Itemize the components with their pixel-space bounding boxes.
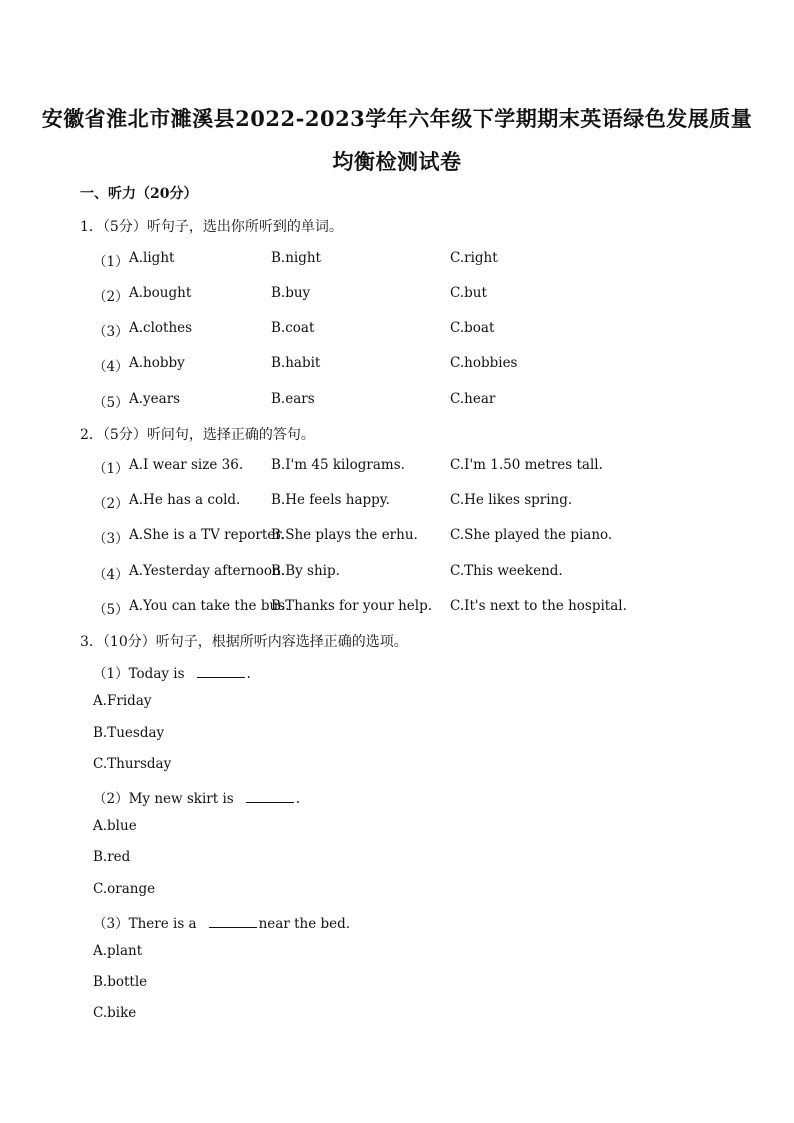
prompt-text: （2）My new skirt is [93,791,234,807]
row-number: （3） [93,531,129,547]
option-b: B.night [271,250,321,266]
question-3-stem: 3．（10分）听句子，根据所听内容选择正确的选项。 [80,634,408,650]
option-a: A.clothes [129,320,193,336]
row-number: （2） [93,289,129,305]
option-c: C.I'm 1.50 metres tall. [450,457,603,473]
option-c: C.but [450,285,487,301]
option-a: A.bought [129,285,192,301]
prompt-text: （1）Today is [93,666,185,682]
option-a: A.light [129,250,175,266]
q3-item-2-option-b: B.red [93,849,131,865]
option-b: B.By ship. [271,563,340,579]
row-number: （5） [93,395,129,411]
q3-item-3-option-c: C.bike [93,1005,137,1021]
row-number: （1） [93,461,129,477]
option-a: A.You can take the bus. [129,598,290,614]
q3-item-2-option-c: C.orange [93,881,156,897]
q3-item-3-option-a: A.plant [93,943,143,959]
option-c: C.She played the piano. [450,527,613,543]
option-b: B.buy [271,285,311,301]
option-a: A.years [129,391,181,407]
option-c: C.He likes spring. [450,492,573,508]
prompt-tail: near the bed. [258,916,351,932]
option-c: C.hobbies [450,355,518,371]
option-b: B.coat [271,320,315,336]
exam-title-line1: 安徽省淮北市濉溪县2022-2023学年六年级下学期期末英语绿色发展质量 [41,106,753,131]
option-b: B.She plays the erhu. [271,527,418,543]
option-c: C.right [450,250,498,266]
row-number: （2） [93,496,129,512]
question-2-stem: 2．（5分）听问句，选择正确的答句。 [80,427,315,443]
prompt-tail: . [246,666,251,682]
row-number: （4） [93,567,129,583]
q3-item-2-option-a: A.blue [93,818,137,834]
row-number: （3） [93,324,129,340]
option-c: C.This weekend. [450,563,563,579]
answer-blank [246,790,294,803]
q3-item-1-prompt [93,662,251,682]
option-c: C.It's next to the hospital. [450,598,627,614]
option-c: C.boat [450,320,495,336]
option-c: C.hear [450,391,496,407]
option-a: A.She is a TV reporter. [129,527,285,543]
row-number: （1） [93,254,129,270]
section-heading-listening: 一、听力（20分） [80,186,198,202]
option-b: B.I'm 45 kilograms. [271,457,405,473]
q3-item-1-option-a: A.Friday [93,693,152,709]
row-number: （5） [93,602,129,618]
answer-blank [209,915,257,928]
q3-item-1-option-b: B.Tuesday [93,725,165,741]
prompt-tail: . [295,791,300,807]
row-number: （4） [93,359,129,375]
question-1-stem: 1．（5分）听句子，选出你所听到的单词。 [80,219,343,235]
option-a: A.hobby [129,355,185,371]
option-a: A.I wear size 36. [129,457,244,473]
option-a: A.He has a cold. [129,492,241,508]
exam-title-line2: 均衡检测试卷 [332,149,462,174]
option-b: B.Thanks for your help. [271,598,433,614]
option-b: B.ears [271,391,315,407]
prompt-text: （3）There is a [93,916,197,932]
option-b: B.He feels happy. [271,492,390,508]
answer-blank [197,665,245,678]
q3-item-2-prompt [93,787,300,807]
q3-item-3-prompt [93,912,350,932]
q3-item-3-option-b: B.bottle [93,974,148,990]
option-b: B.habit [271,355,321,371]
option-a: A.Yesterday afternoon. [129,563,286,579]
q3-item-1-option-c: C.Thursday [93,756,172,772]
